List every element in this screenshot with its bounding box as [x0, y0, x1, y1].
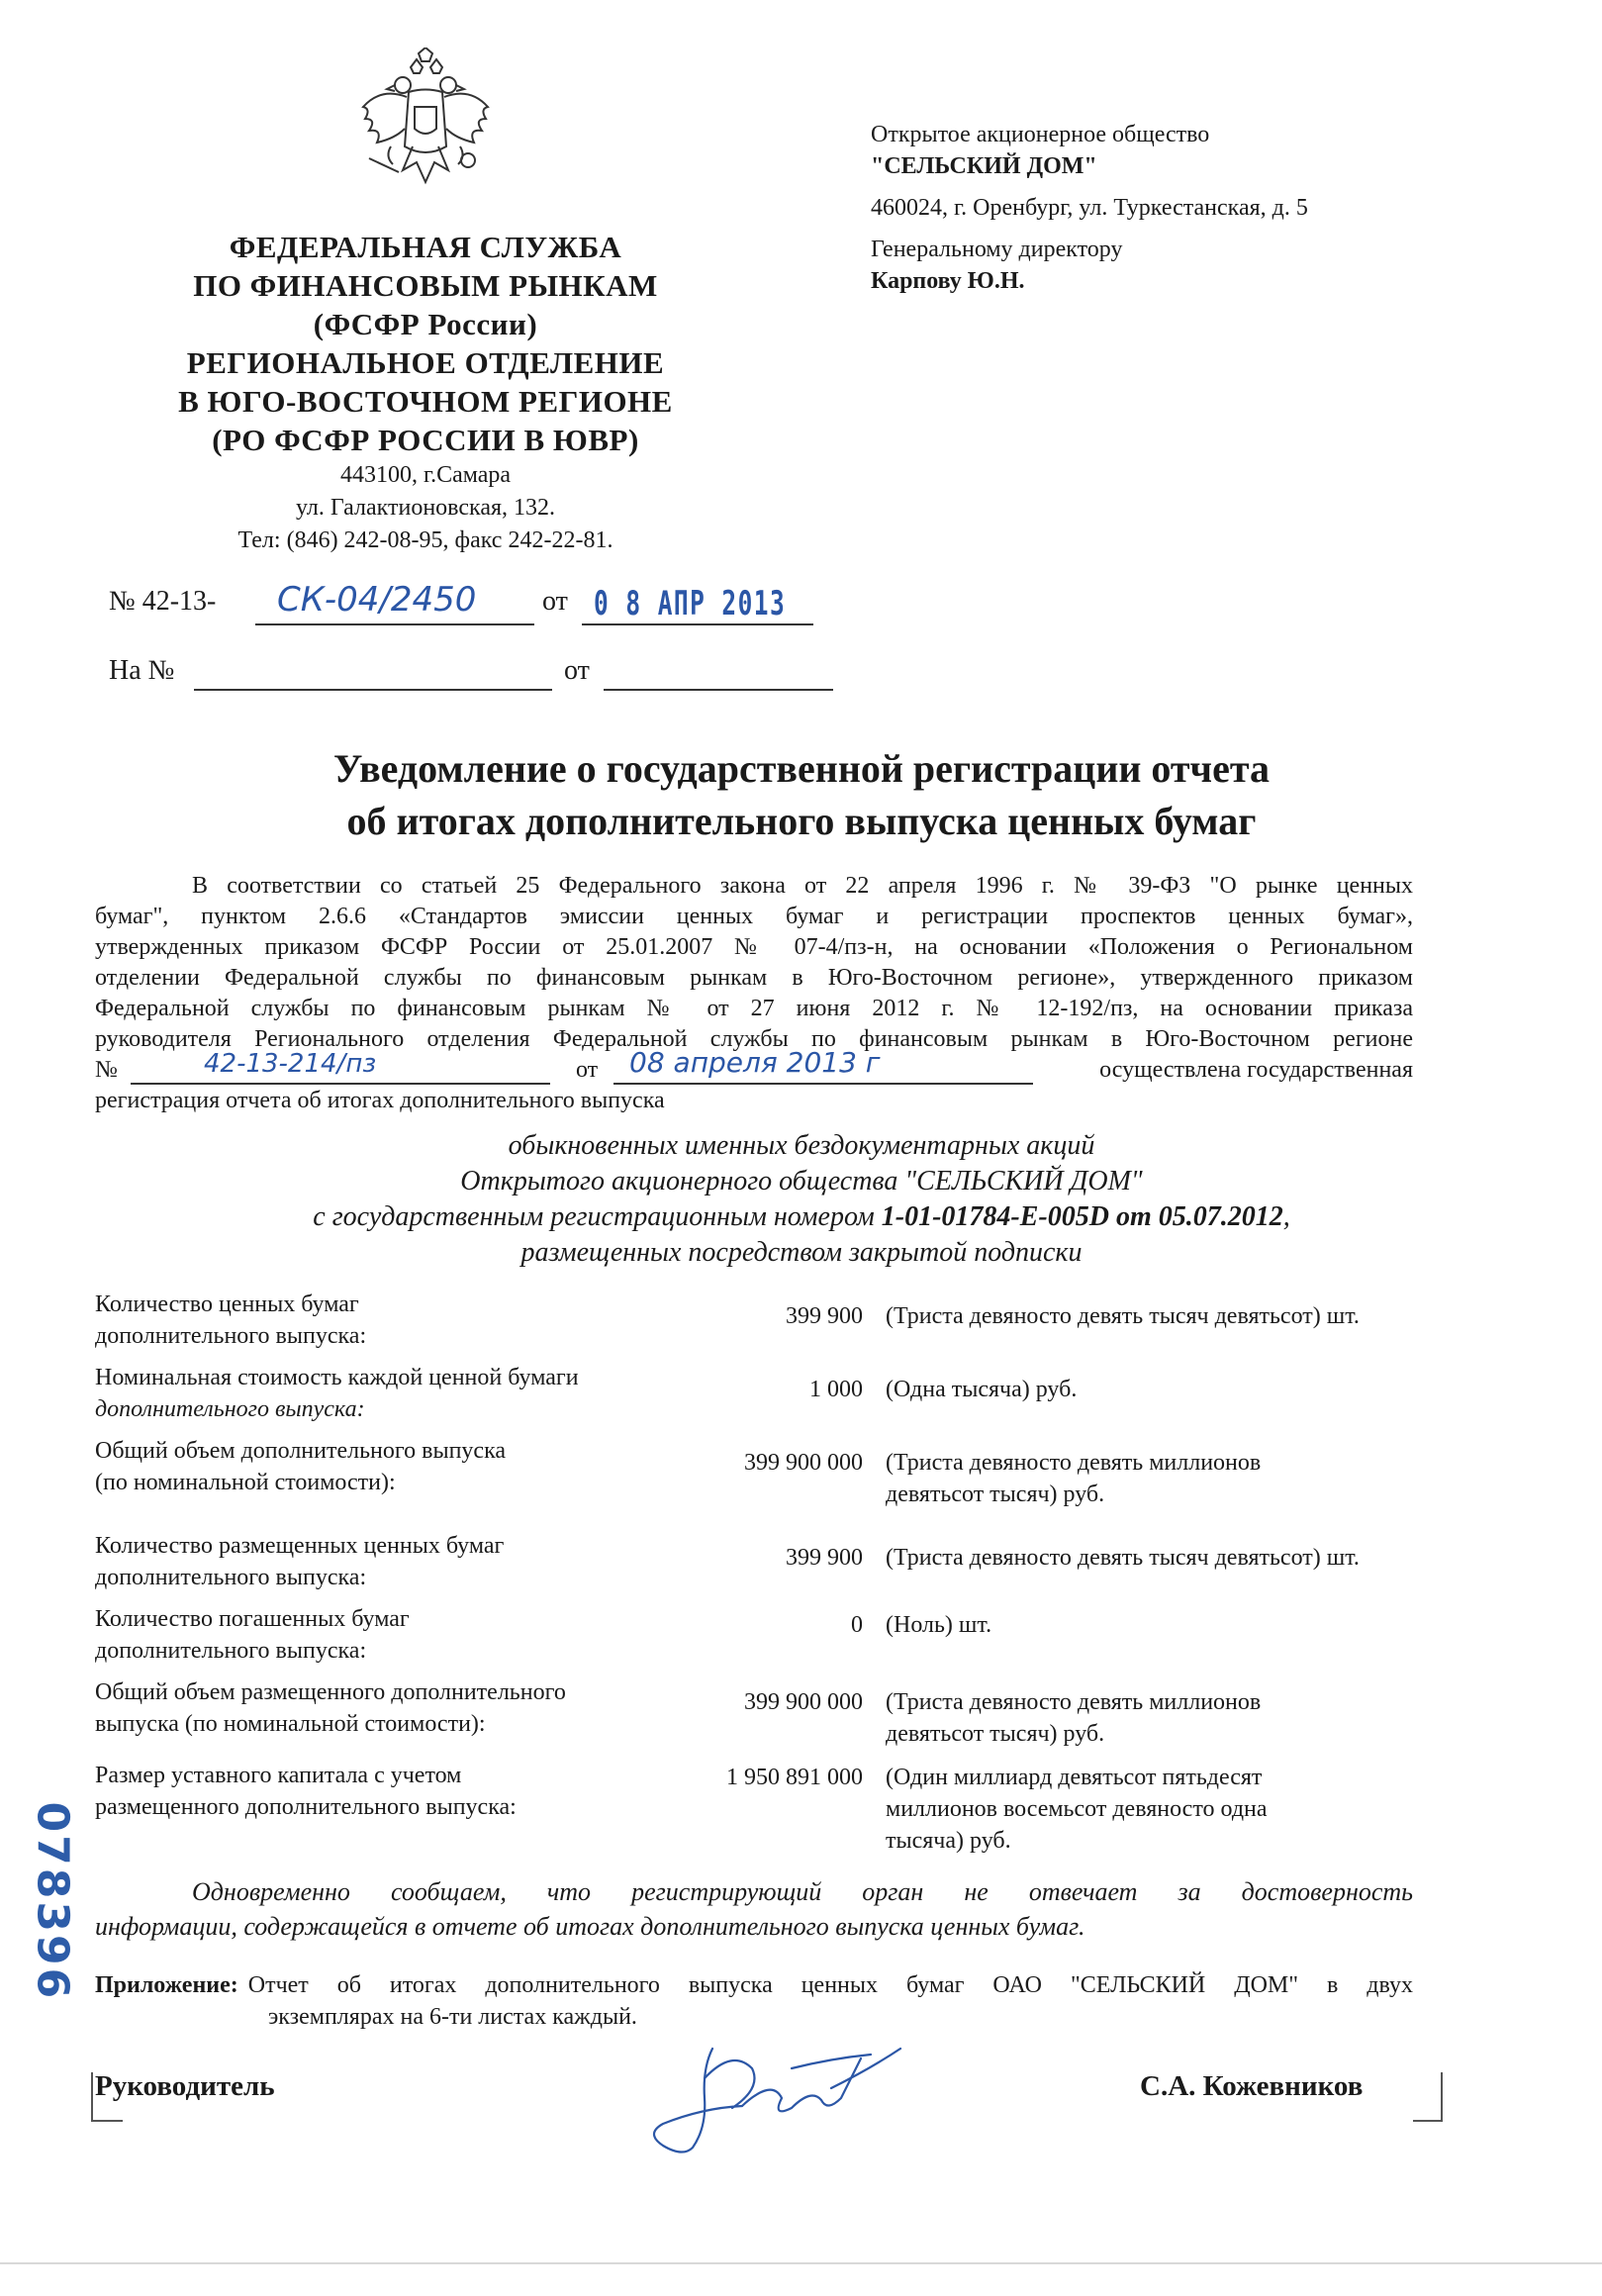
attachment-row	[95, 1969, 1413, 2001]
corner-mark-right	[1413, 2072, 1443, 2122]
detail-words	[886, 1374, 1479, 1405]
detail-words-line: (Триста девяносто девять миллионов	[886, 1450, 1262, 1476]
detail-words	[886, 1542, 1479, 1574]
detail-label	[95, 1676, 689, 1740]
addressee-block	[871, 119, 1563, 297]
detail-label-line: дополнительного выпуска:	[95, 1638, 367, 1664]
registration-suffix: ,	[1282, 1201, 1290, 1232]
detail-label-line: Общий объем размещенного дополнительного	[95, 1679, 566, 1705]
securities-placement: размещенных посредством закрытой подписки	[520, 1237, 1083, 1268]
disclaimer-line: информации, содержащейся в отчете об итогах дополнительного выпуска ценных бумаг.	[95, 1912, 1085, 1941]
detail-label	[95, 1362, 689, 1425]
org-address-line: ул. Галактионовская, 132.	[295, 495, 556, 521]
detail-words	[886, 1447, 1479, 1510]
attachment-text: Отчет об итогах дополнительного выпуска ценных бумаг ОАО "СЕЛЬСКИЙ ДОМ" в двух	[247, 1972, 1413, 1998]
registration-number: 1-01-01784-Е-005D	[881, 1201, 1109, 1232]
scan-edge	[0, 2262, 1602, 2264]
detail-label	[95, 1760, 689, 1823]
detail-label-line: Количество ценных бумаг	[95, 1292, 359, 1317]
detail-words	[886, 1686, 1479, 1750]
securities-issuer: Открытого акционерного общества "СЕЛЬСКИЙ ДОМ"	[460, 1166, 1143, 1196]
outgoing-from-label: от	[542, 586, 568, 617]
detail-value: 399 900 000	[744, 1689, 863, 1715]
detail-label-line: дополнительного выпуска:	[95, 1323, 367, 1349]
detail-words-line: (Триста девяносто девять миллионов	[886, 1689, 1262, 1715]
disclaimer-line: Одновременно сообщаем, что регистрирующий орган не отвечает за достоверность	[192, 1877, 1413, 1906]
document-title-line: об итогах дополнительного выпуска ценных бумаг	[346, 799, 1257, 843]
order-number-underline	[131, 1083, 550, 1085]
signatory-role: Руководитель	[95, 2070, 275, 2102]
incoming-number-underline	[194, 689, 552, 691]
incoming-date-underline	[604, 689, 833, 691]
body-line: утвержденных приказом ФСФР России от 25.01.2007 № 07-4/пз-н, на основании «Положения о Региональном	[95, 934, 1413, 960]
document-title	[99, 742, 1504, 847]
detail-words-line: миллионов восемьсот девяносто одна	[886, 1796, 1268, 1822]
order-number-prefix: №	[95, 1057, 118, 1083]
corner-mark-left	[91, 2072, 123, 2122]
detail-words-line: (Ноль) шт.	[886, 1612, 992, 1638]
detail-label	[95, 1435, 689, 1498]
detail-value: 399 900 000	[744, 1450, 863, 1476]
securities-type: обыкновенных именных бездокументарных акций	[508, 1130, 1095, 1161]
detail-label-line: Количество размещенных ценных бумаг	[95, 1533, 505, 1559]
detail-words-line: девятьсот тысяч) руб.	[886, 1482, 1105, 1507]
detail-label	[95, 1530, 689, 1593]
detail-label-line: дополнительного выпуска:	[95, 1396, 365, 1422]
detail-label-line: Номинальная стоимость каждой ценной бумаги	[95, 1365, 579, 1390]
document-serial-number: 078396	[27, 1801, 78, 2002]
order-date-handwritten: 08 апреля 2013 г	[629, 1046, 881, 1079]
detail-label-line: Размер уставного капитала с учетом	[95, 1763, 462, 1788]
sender-organization-block	[139, 228, 712, 557]
detail-value: 1 000	[809, 1377, 863, 1402]
detail-value: 399 900	[786, 1545, 863, 1571]
order-from-label: от	[576, 1057, 599, 1083]
registration-prefix: с государственным регистрационным номером	[313, 1201, 875, 1232]
body-paragraph	[95, 871, 1413, 1116]
order-line	[95, 1046, 1413, 1086]
detail-words-line: (Один миллиард девятьсот пятьдесят	[886, 1765, 1263, 1790]
detail-words-line: (Триста девяносто девять тысяч девятьсот) шт.	[886, 1545, 1360, 1571]
org-line: РЕГИОНАЛЬНОЕ ОТДЕЛЕНИЕ	[186, 345, 665, 380]
body-line: регистрация отчета об итогах дополнительного выпуска	[95, 1088, 665, 1113]
attachment-label: Приложение:	[95, 1972, 238, 1998]
addressee-company-name: "СЕЛЬСКИЙ ДОМ"	[871, 153, 1097, 179]
org-line: В ЮГО-ВОСТОЧНОМ РЕГИОНЕ	[178, 384, 673, 419]
org-line: ФЕДЕРАЛЬНАЯ СЛУЖБА	[229, 230, 622, 264]
coat-of-arms-emblem	[351, 48, 500, 206]
detail-label-line: дополнительного выпуска:	[95, 1565, 367, 1590]
incoming-number-prefix: На №	[109, 655, 175, 686]
order-suffix: осуществлена государственная	[1099, 1057, 1413, 1083]
incoming-from-label: от	[564, 655, 590, 686]
addressee-company-type: Открытое акционерное общество	[871, 122, 1210, 147]
addressee-address: 460024, г. Оренбург, ул. Туркестанская, д. 5	[871, 195, 1308, 221]
detail-words-line: (Триста девяносто девять тысяч девятьсот) шт.	[886, 1303, 1360, 1329]
body-line: Федеральной службы по финансовым рынкам № от 27 июня 2012 г. № 12-192/пз, на основании приказа	[95, 996, 1413, 1021]
outgoing-number-handwritten: СК-04/2450	[277, 580, 477, 620]
org-line: ПО ФИНАНСОВЫМ РЫНКАМ	[193, 268, 658, 303]
outgoing-date-underline	[582, 623, 813, 625]
detail-label-line: размещенного дополнительного выпуска:	[95, 1794, 517, 1820]
detail-words	[886, 1300, 1479, 1332]
detail-value: 0	[851, 1612, 863, 1638]
detail-value: 399 900	[786, 1303, 863, 1329]
date-stamp: 0 8 АПР 2013	[594, 584, 787, 623]
body-line: В соответствии со статьей 25 Федерального закона от 22 апреля 1996 г. № 39-ФЗ "О рынке ценных	[192, 873, 1413, 899]
org-line: (РО ФСФР РОССИИ В ЮВР)	[212, 423, 639, 457]
document-title-line: Уведомление о государственной регистрации отчета	[333, 746, 1270, 791]
detail-label-line: Общий объем дополнительного выпуска	[95, 1438, 507, 1464]
detail-value: 1 950 891 000	[726, 1765, 863, 1790]
body-line: отделении Федеральной службы по финансовым рынкам в Юго-Восточном регионе», утвержденного приказом	[95, 965, 1413, 991]
attachment-block	[95, 1969, 1413, 2033]
detail-words-line: (Одна тысяча) руб.	[886, 1377, 1078, 1402]
body-line: бумаг", пунктом 2.6.6 «Стандартов эмиссии ценных бумаг и регистрации проспектов ценных бумаг»,	[95, 904, 1413, 929]
outgoing-number-prefix: № 42-13-	[109, 586, 217, 617]
detail-label-line: Количество погашенных бумаг	[95, 1606, 410, 1632]
order-date-underline	[613, 1083, 1033, 1085]
addressee-position: Генеральному директору	[871, 237, 1123, 262]
org-line: (ФСФР России)	[313, 307, 538, 341]
addressee-person: Карпову Ю.Н.	[871, 268, 1025, 294]
order-number-handwritten: 42-13-214/пз	[204, 1049, 377, 1079]
detail-label-line: выпуска (по номинальной стоимости):	[95, 1711, 486, 1737]
detail-words	[886, 1609, 1479, 1641]
org-address-line: 443100, г.Самара	[339, 462, 512, 488]
detail-label	[95, 1289, 689, 1352]
attachment-text-cont: экземплярах на 6-ти листах каждый.	[268, 2004, 637, 2030]
detail-label	[95, 1603, 689, 1667]
registration-from: от	[1115, 1201, 1152, 1232]
handwritten-signature	[633, 2029, 910, 2167]
org-phone-line: Тел: (846) 242-08-95, факс 242-22-81.	[237, 527, 613, 553]
securities-registration	[94, 1199, 1509, 1235]
body-line: руководителя Регионального отделения Федеральной службы по финансовым рынкам в Юго-Восточном регионе	[95, 1026, 1413, 1052]
detail-words-line: девятьсот тысяч) руб.	[886, 1721, 1105, 1747]
detail-label-line: (по номинальной стоимости):	[95, 1470, 396, 1495]
detail-words-line: тысяча) руб.	[886, 1828, 1011, 1854]
signatory-name: С.А. Кожевников	[1140, 2070, 1364, 2102]
registration-date: 05.07.2012	[1158, 1201, 1283, 1232]
detail-words	[886, 1762, 1479, 1857]
outgoing-number-underline	[255, 623, 534, 625]
